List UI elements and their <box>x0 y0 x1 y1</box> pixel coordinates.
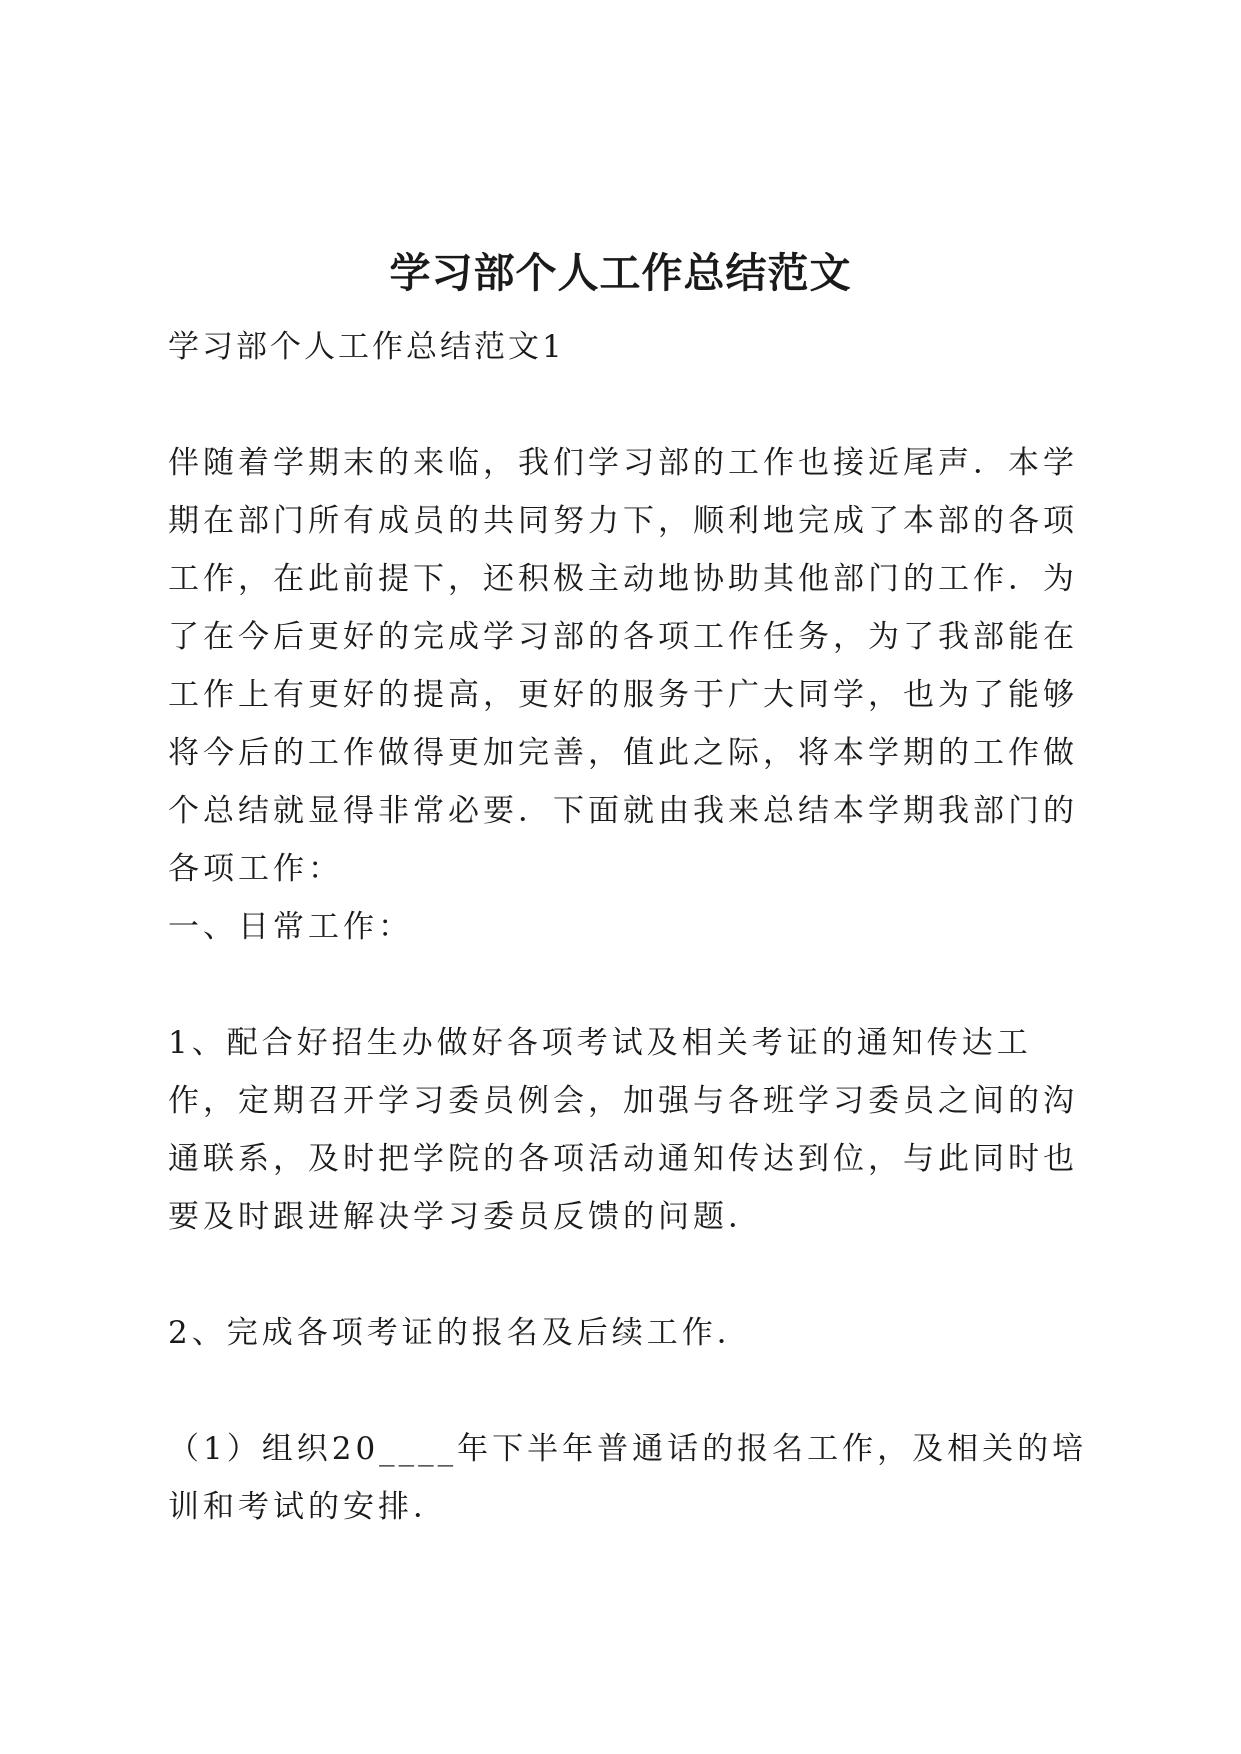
paragraph-item-1: 1、配合好招生办做好各项考试及相关考证的通知传达工作，定期召开学习委员例会，加强与各班学习委员之间的沟通联系，及时把学院的各项活动通知传达到位，与此同时也要及时跟进解决学习委员反馈的问题． <box>168 1025 1078 1235</box>
paragraph-item-2: 2、完成各项考证的报名及后续工作． <box>168 1315 752 1351</box>
document-title: 学习部个人工作总结范文 <box>389 249 852 297</box>
paragraph-item-2-1: （1）组织20____年下半年普通话的报名工作，及相关的培训和考试的安排． <box>168 1431 1088 1525</box>
section-heading-daily-work: 一、日常工作： <box>168 909 413 945</box>
paragraph-intro: 伴随着学期末的来临，我们学习部的工作也接近尾声．本学期在部门所有成员的共同努力下，顺利地完成了本部的各项工作，在此前提下，还积极主动地协助其他部门的工作．为了在今后更好的完成学习部的各项工作任务，为了我部能在工作上有更好的提高，更好的服务于广大同学，也为了能够将今后的工作做得更加完善，值此之际，将本学期的工作做个总结就显得非常必要．下面就由我来总结本学期我部门的各项工作： <box>168 445 1078 887</box>
document-subtitle: 学习部个人工作总结范文1 <box>168 329 565 365</box>
